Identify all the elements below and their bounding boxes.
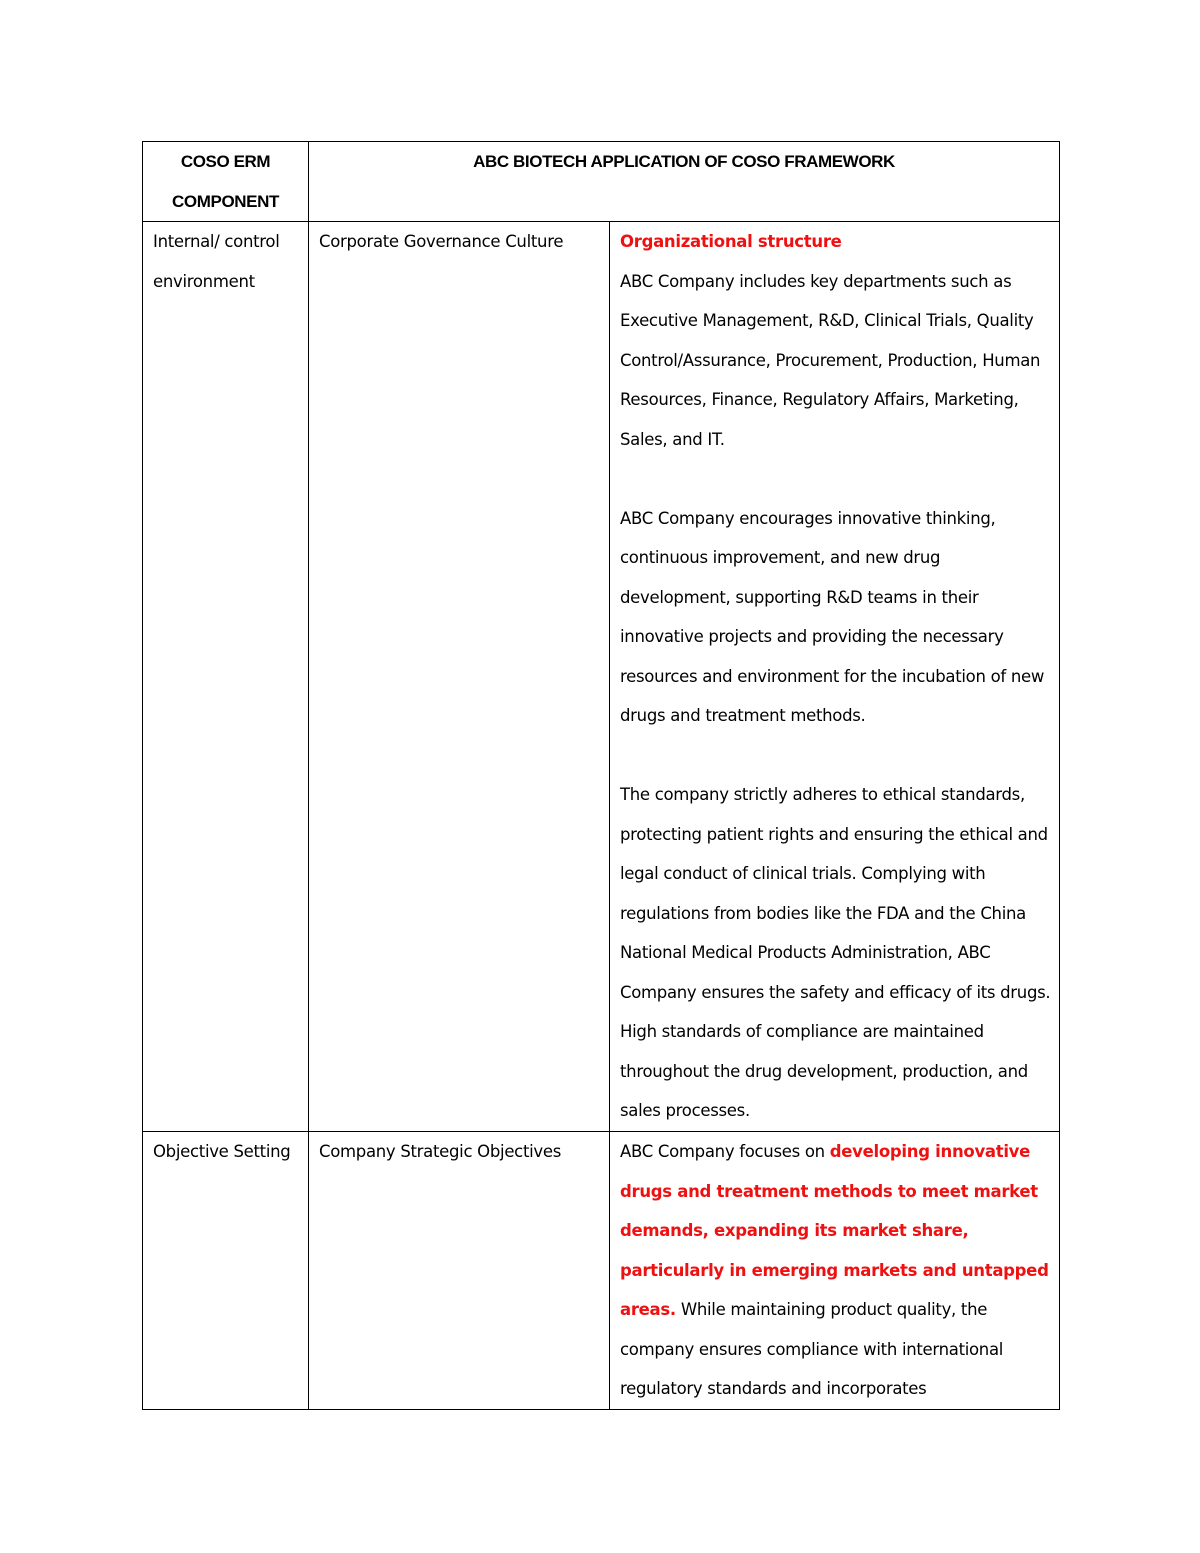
subcomponent-label: Company Strategic Objectives bbox=[319, 1142, 562, 1161]
subcomponent-cell bbox=[309, 222, 610, 1132]
paragraph-ethics-compliance: The company strictly adheres to ethical standards, protecting patient rights and ensuring the ethical and legal conduct of clinical trials. Complying with regulations from bodies like the FDA and the China National Medical Products Administration, ABC Company ensures the safety and efficacy of its drugs. High standards of compliance are maintained throughout the drug development, production, and sales processes. bbox=[620, 785, 1051, 1120]
objective-text-prefix: ABC Company focuses on bbox=[620, 1142, 830, 1161]
table-row bbox=[143, 1132, 1060, 1410]
objective-text-suffix: While maintaining product quality, the company ensures compliance with international regulatory standards and incorporates bbox=[620, 1300, 1004, 1398]
header-component-line1: COSO ERM bbox=[180, 152, 271, 171]
paragraph-strategic-objectives bbox=[620, 1132, 1053, 1409]
header-cell-application bbox=[309, 142, 1060, 222]
application-cell bbox=[610, 1132, 1060, 1410]
paragraph-innovation: ABC Company encourages innovative thinking, continuous improvement, and new drug development, supporting R&D teams in their innovative projects and providing the necessary resources and environment for the incubation of new drugs and treatment methods. bbox=[620, 508, 1045, 725]
subcomponent-label: Corporate Governance Culture bbox=[319, 232, 564, 251]
component-label: Objective Setting bbox=[153, 1142, 291, 1161]
table-header-row bbox=[143, 142, 1060, 222]
objective-highlight: developing innovative drugs and treatment methods to meet market demands, expanding its market share, particularly in emerging markets and untapped areas. bbox=[620, 1142, 1049, 1319]
component-label: Internal/ control environment bbox=[153, 232, 280, 291]
subcomponent-cell bbox=[309, 1132, 610, 1410]
application-cell bbox=[610, 222, 1060, 1132]
header-cell-component bbox=[143, 142, 309, 222]
table-row bbox=[143, 222, 1060, 1132]
header-component-line2: COMPONENT bbox=[172, 191, 279, 211]
coso-framework-table bbox=[142, 141, 1060, 1410]
header-application-label: ABC BIOTECH APPLICATION OF COSO FRAMEWORK bbox=[473, 152, 895, 171]
section-heading: Organizational structure bbox=[620, 232, 842, 251]
component-cell bbox=[143, 222, 309, 1132]
paragraph-org-structure: ABC Company includes key departments such as Executive Management, R&D, Clinical Trials, Quality Control/Assurance, Procurement, Production, Human Resources, Finance, Regulatory Affairs, Marketing, Sales, and IT. bbox=[620, 271, 1041, 449]
component-cell bbox=[143, 1132, 309, 1410]
